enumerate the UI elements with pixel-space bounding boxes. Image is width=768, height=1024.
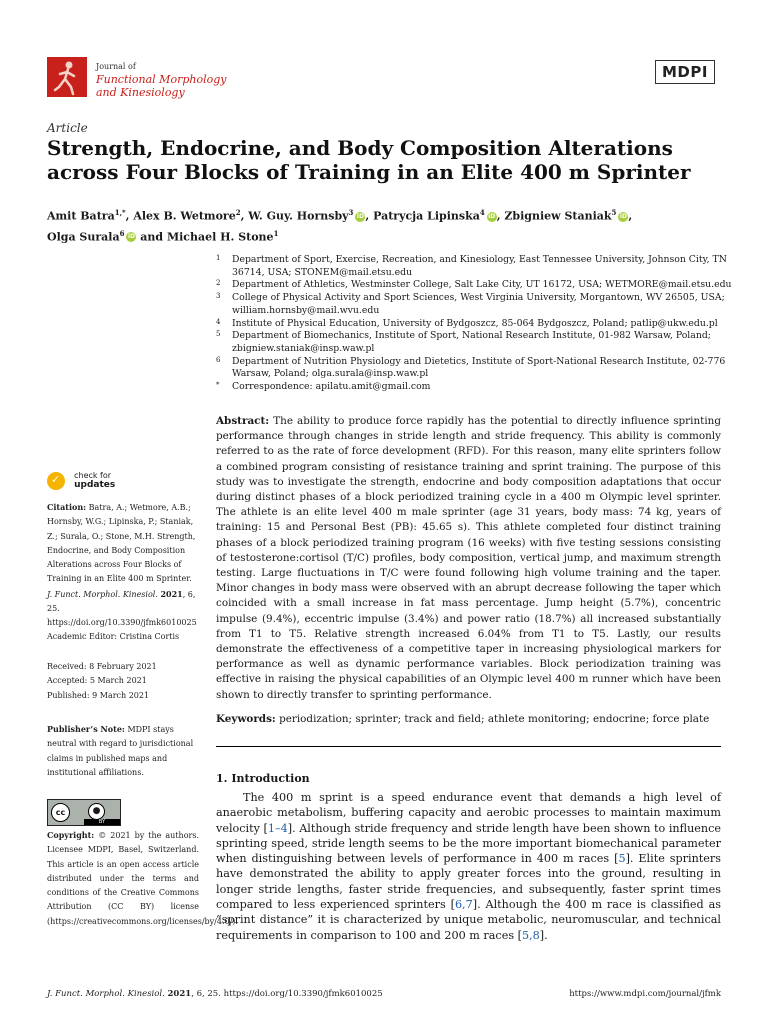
abstract-text: The ability to produce force rapidly has the potential to directly influence sprinting performance through changes in stride length and stride frequency. This ability is commonly referred to as the rate of force development (RFD). For this reason, many elite sprinters follow a combined program consisting of resistance training and sprint training. The purpose of this study was to investigate the strength, endocrine and body composition adaptations that occur during distinct phases of a block periodized training cycle in a 400 m Olympic level sprinter. The athlete is an elite level 400 m male sprinter (age 31 years, body mass: 74 kg, years of training: 15 and Personal Best (PB): 45.65 s). This athlete completed four distinct training phases of a block periodized training program (16 weeks) with five testing sessions consisting of testosterone:cortisol (T/C) profiles, body composition, vertical jump, and maximum strength testing. Large fluctuations in T/C were found following high volume training and the taper. Minor changes in body mass were observed with an abrupt decrease following the taper which coincided with a small increase in fat mass percentage. Jump height (5.7%), concentric impulse (9.4%), eccentric impulse (3.4%) and power ratio (18.7%) all increased substantially from T1 to T5. Relative strength increased 6.04% from T1 to T5. Lastly, our results demonstrate the effectiveness of a competitive taper in increasing physiological markers for performance as well as dynamic performance variables. Block periodization training was effective in raising the physical capabilities of an Olympic level 400 m runner which have been shown to directly transfer to sprinting performance.: [216, 415, 722, 701]
affiliation-text: Department of Athletics, Westminster College, Salt Lake City, UT 16172, USA; WETMORE@mail.etsu.edu: [232, 279, 732, 291]
introduction-body: [216, 790, 721, 943]
affiliation-number: 4: [216, 317, 221, 326]
affiliation-number: 1: [216, 254, 221, 262]
journal-logo: [47, 57, 87, 97]
footer-journal-url[interactable]: https://www.mdpi.com/journal/jfmk: [569, 989, 721, 999]
citation-doi-link[interactable]: https://doi.org/10.3390/jfmk6010025: [47, 618, 197, 628]
mdpi-logo-text: MDPI: [655, 60, 715, 84]
author-affiliation-mark: 2: [235, 208, 241, 217]
intro-paragraph: The 400 m sprint is a speed endurance event that demands a high level of anaerobic metabolism, buffering capacity and aerobic processes to maintain maximum velocity [1–4]. Although stride frequency and stride length have been shown to influence sprinting speed, stride length seems to be the more important biomechanical parameter when distinguishing between levels of performance in 400 m races [5]. Elite sprinters have demonstrated the ability to apply greater forces into the ground, resulting in longer stride lengths, faster stride frequencies, and subsequently, faster sprint times compared to less experienced sprinters [6,7]. Although the 400 m race is classified as “sprint distance” it is characterized by unique metabolic, neuromuscular, and technical requirements in comparison to 100 and 200 m races [5,8].: [216, 791, 721, 942]
affiliation-number: 3: [216, 292, 221, 301]
article-title: Strength, Endocrine, and Body Composition Alterations across Four Blocks of Training in an Elite 400 m Sprinter: [47, 136, 691, 184]
affiliation-item: [216, 356, 736, 381]
cc-icon: cc: [51, 803, 70, 822]
copyright-block: [47, 828, 238, 929]
author-name: Alex B. Wetmore: [133, 209, 236, 223]
orcid-icon[interactable]: iD: [619, 212, 627, 220]
check-line2: updates: [74, 480, 116, 490]
footer-doi[interactable]: , 6, 25. https://doi.org/10.3390/jfmk6010025: [191, 989, 383, 999]
journal-name: [96, 60, 226, 99]
check-line1: check for: [74, 471, 112, 480]
check-for-updates-badge[interactable]: [47, 470, 115, 490]
affiliation-item: [216, 381, 736, 394]
author-affiliation-mark: 3: [348, 208, 354, 217]
affiliation-item: [216, 254, 736, 279]
affiliation-number: 2: [216, 279, 221, 288]
affiliation-text: Department of Biomechanics, Institute of Sport, National Research Institute, 01-982 Warsaw, Poland; zbigniew.staniak@insp.waw.pl: [232, 330, 711, 354]
orcid-icon[interactable]: iD: [356, 212, 364, 220]
abstract-label: Abstract:: [216, 415, 270, 427]
affiliation-item: [216, 292, 736, 317]
dates-block: [47, 660, 199, 703]
affiliation-item: [216, 330, 736, 355]
citation-link[interactable]: 5: [618, 852, 626, 866]
publisher-note: [47, 722, 199, 780]
author-name: Michael H. Stone: [166, 230, 274, 244]
received-date: Received: 8 February 2021: [47, 662, 157, 671]
journal-line1: Journal of: [96, 62, 136, 71]
check-updates-icon: [47, 472, 65, 490]
citation-link[interactable]: 1–4: [267, 821, 288, 835]
published-date: Published: 9 March 2021: [47, 690, 150, 700]
section-heading: 1. Introduction: [216, 772, 310, 785]
journal-line3: and Kinesiology: [96, 86, 185, 99]
affiliation-item: [216, 318, 736, 331]
author-name: Patrycja Lipinska: [373, 209, 480, 223]
page-footer: [47, 989, 721, 999]
citation-block: [47, 500, 199, 631]
author-affiliation-mark: 6: [119, 228, 125, 238]
citation-text: Batra, A.; Wetmore, A.B.; Hornsby, W.G.; Lipinska, P.; Staniak, Z.; Surala, O.; Stone, M.H. Strength, Endocrine, and Body Composition Alterations across Four Blocks of Training in an Elite 400 m Sprinter.: [47, 503, 196, 584]
affiliation-number: 5: [216, 330, 221, 339]
affiliation-text: Institute of Physical Education, University of Bydgoszcz, 85-064 Bydgoszcz, Poland; patlip@ukw.edu.pl: [232, 317, 718, 329]
keywords-text: periodization; sprinter; track and field; athlete monitoring; endocrine; force plate: [279, 713, 710, 725]
affiliation-text: Department of Nutrition Physiology and Dietetics, Institute of Sport-National Research Institute, 02-776 Warsaw, Poland; olga.surala@insp.waw.pl: [232, 355, 726, 380]
affiliation-text: College of Physical Activity and Sport Sciences, West Virginia University, Morgantown, WV 26505, USA; william.hornsby@mail.wvu.edu: [232, 292, 725, 316]
author-list: Amit Batra$^{1,*}$, Alex B. Wetmore$^2$, W. Guy. Hornsby$^3$ iD, Patrycja Lipinska$^4$ iD, Zbigniew Staniak$^5$ iD, Olga Surala$^6$ iD and Michael H. Stone$^1$: [47, 208, 633, 244]
author-affiliation-mark: 4: [479, 208, 485, 217]
author-affiliation-mark: 1: [273, 228, 279, 238]
citation-link[interactable]: 6,7: [454, 898, 473, 912]
section-divider: [216, 746, 721, 747]
attribution-person-icon: ●: [88, 803, 105, 820]
author-name: Amit Batra: [47, 209, 115, 223]
by-label: BY: [84, 819, 120, 825]
affiliation-number: *: [216, 381, 220, 390]
article-type: Article: [47, 121, 88, 135]
citation-label: Citation:: [47, 502, 87, 512]
affiliation-text: Department of Sport, Exercise, Recreation, and Kinesiology, East Tennessee University, Johnson City, TN 36714, USA; STONEM@mail.etsu.edu: [232, 254, 727, 278]
sprinter-figure-icon: [47, 57, 87, 97]
copyright-label: Copyright:: [47, 830, 95, 840]
journal-line2: Functional Morphology: [96, 73, 227, 86]
citation-link[interactable]: 5,8: [522, 928, 540, 942]
author-name: Olga Surala: [47, 230, 120, 244]
copyright-text: © 2021 by the authors. Licensee MDPI, Basel, Switzerland. This article is an open access article distributed under the terms and conditions of the Creative Commons Attribution (CC BY) license (https://creativecommons.org/licenses/by/4.0/).: [47, 831, 238, 926]
citation-year: 2021: [160, 588, 183, 599]
affiliation-number: 6: [216, 355, 221, 364]
publisher-logo: [655, 62, 715, 81]
author-name: Zbigniew Staniak: [504, 209, 612, 223]
keywords: [216, 712, 721, 727]
footer-journal: J. Funct. Morphol. Kinesiol.: [47, 989, 165, 999]
cc-by-license-icon[interactable]: [47, 799, 121, 826]
academic-editor: Academic Editor: Cristina Cortis: [47, 632, 180, 641]
publisher-note-text: MDPI stays neutral with regard to jurisdictional claims in published maps and institutional affiliations.: [47, 725, 194, 777]
affiliation-list: [216, 254, 736, 394]
accepted-date: Accepted: 5 March 2021: [47, 676, 147, 686]
citation-journal: J. Funct. Morphol. Kinesiol.: [47, 589, 158, 599]
orcid-icon[interactable]: iD: [127, 233, 135, 241]
affiliation-text: Correspondence: apilatu.amit@gmail.com: [232, 381, 431, 393]
author-name: W. Guy. Hornsby: [248, 209, 349, 223]
orcid-icon[interactable]: iD: [488, 212, 496, 220]
publisher-note-label: Publisher’s Note:: [47, 724, 125, 734]
author-affiliation-mark: 5: [611, 208, 617, 217]
citation-volume: , 6, 25.: [47, 589, 196, 614]
footer-year: 2021: [167, 989, 192, 999]
affiliation-item: [216, 279, 736, 292]
author-affiliation-mark: 1,*: [114, 208, 126, 217]
keywords-label: Keywords:: [216, 713, 276, 725]
abstract: [216, 414, 721, 703]
